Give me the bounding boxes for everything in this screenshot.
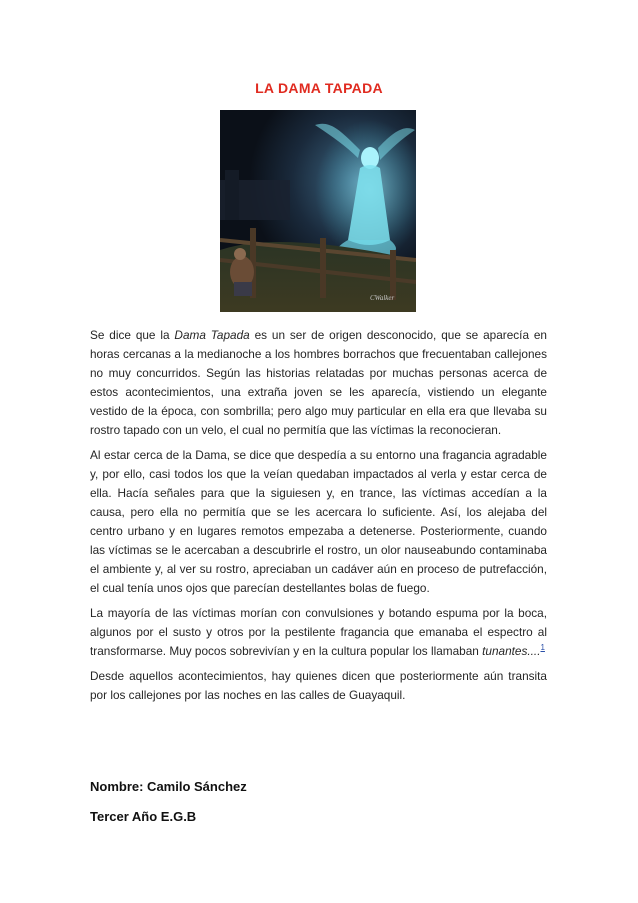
ghost-lady-painting-icon (220, 110, 416, 312)
paragraph: Desde aquellos acontecimientos, hay quienes dicen que posteriormente aún transita por los callejones por las noches en las calles de Guayaquil. (90, 669, 547, 702)
document-title: LA DAMA TAPADA (255, 80, 383, 96)
paragraph: Al estar cerca de la Dama, se dice que despedía a su entorno una fragancia agradable y, por ello, casi todos los que la veían quedaban impactados al verla y estar cerca de ella. Hacía señales para que la siguiesen y, en trance, las víctimas accedían a la causa, pero ella no permitía que se les acercara lo suficiente. Así, los alejaba del centro urbano y en lugares remotos empezaba a detenerse. Posteriormente, cuando las víctimas se le acercaban a descubrirle el rostro, un olor nauseabundo contaminaba el ambiente y, al ver su rostro, apreciaban un cadáver aún en proceso de putrefacción, el cual tenía unos ojos que parecían destellantes bolas de fuego. (90, 448, 547, 595)
document-body (90, 326, 547, 711)
footnote-link[interactable]: 1 (540, 643, 545, 653)
paragraph (90, 604, 547, 661)
paragraph-text: La mayoría de las víctimas morían con convulsiones y botando espuma por la boca, algunos por el susto y otros por la pestilente fragancia que emanaba el espectro al transformarse. Muy pocos sobrevivían y en la cultura popular los llamaban (90, 606, 547, 658)
emphasis-text: Dama Tapada (174, 328, 250, 342)
svg-text:CWalker: CWalker (370, 294, 395, 302)
paragraph-text: Se dice que la (90, 328, 175, 342)
author-name: Nombre: Camilo Sánchez (90, 779, 247, 794)
emphasis-text: tunantes.... (482, 644, 541, 658)
paragraph (90, 326, 547, 440)
author-grade: Tercer Año E.G.B (90, 809, 197, 824)
ghost-lady-illustration (220, 110, 416, 312)
paragraph-text: es un ser de origen desconocido, que se aparecía en horas cercanas a la medianoche a los hombres borrachos que frecuentaban callejones no muy concurridos. Según las historias relatadas por muchas personas acerca de estos acontecimientos, una extraña joven se les aparecía, vistiendo un elegante vestido de la época, con sombrilla; pero algo muy particular en ella era que llevaba su rostro tapado con un velo, el cual no permitía que las víctimas la reconocieran. (90, 328, 547, 437)
